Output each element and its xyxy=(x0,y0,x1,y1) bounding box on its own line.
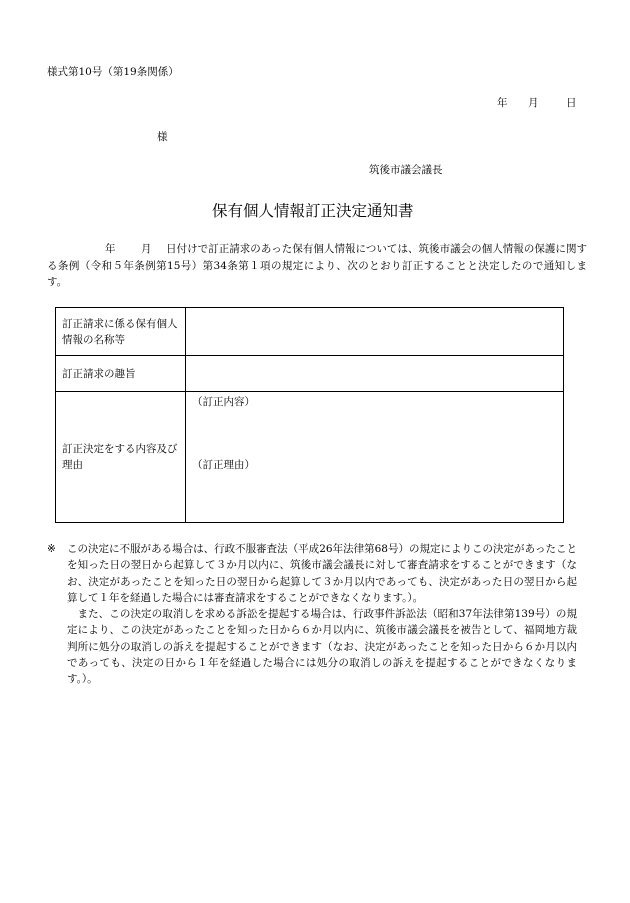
note-paragraph-1-text: この決定に不服がある場合は、行政不服審査法（平成26年法律第68号）の規定によりこの決定があったことを知った日の翌日から起算して３か月以内に、筑後市議会議長に対して審査請求をすることができます（なお、決定があったことを知った日の翌日から起算して３か月以内であっても、決定があった日の翌日から起算して１年を経過した場合には審査請求をすることができなくなります。）。 xyxy=(67,543,577,604)
row-label-info-name: 訂正請求に係る保有個人情報の名称等 xyxy=(56,308,186,356)
date-line xyxy=(497,97,577,110)
value-info-name xyxy=(186,308,564,356)
row-label-request-purpose: 訂正請求の趣旨 xyxy=(56,356,186,392)
note-paragraph-1 xyxy=(47,541,577,606)
intro-paragraph xyxy=(47,241,587,291)
recipient-suffix: 様 xyxy=(157,131,168,143)
date-day: 日 xyxy=(566,97,577,109)
table-row xyxy=(56,392,564,523)
table-row xyxy=(56,308,564,356)
value-request-purpose xyxy=(186,356,564,392)
table-row xyxy=(56,356,564,392)
intro-year: 年 xyxy=(105,243,116,255)
appeal-note xyxy=(47,541,577,688)
row-label-decision-content: 訂正決定をする内容及び理由 xyxy=(56,392,186,523)
note-paragraph-2: また、この決定の取消しを求める訴訟を提起する場合は、行政事件訴訟法（昭和37年法律第139号）の規定により、この決定があったことを知った日から６か月以内に、筑後市議会議長を被告として、福岡地方裁判所に処分の取消しの訴えを提起することができます（なお、決定があったことを知った日から６か月以内であっても、決定の日から１年を経過した場合には処分の取消しの訴えを提起することができなくなります。）。 xyxy=(67,608,577,686)
intro-month: 月 xyxy=(141,243,152,255)
note-mark: ※ xyxy=(47,543,56,555)
date-month: 月 xyxy=(528,97,539,109)
document-title: 保有個人情報訂正決定通知書 xyxy=(212,202,414,220)
date-year: 年 xyxy=(497,97,508,109)
sender: 筑後市議会議長 xyxy=(369,164,443,176)
form-number: 様式第10号（第19条関係） xyxy=(47,66,179,78)
correction-content-label: （訂正内容） xyxy=(192,396,255,408)
decision-table xyxy=(55,307,564,523)
value-decision-content xyxy=(186,392,564,523)
intro-text: 日付けで訂正請求のあった保有個人情報については、筑後市議会の個人情報の保護に関する条例（令和５年条例第15号）第34条第１項の規定により、次のとおり訂正することと決定したので通知します。 xyxy=(47,243,587,288)
correction-reason-label: （訂正理由） xyxy=(192,459,255,471)
